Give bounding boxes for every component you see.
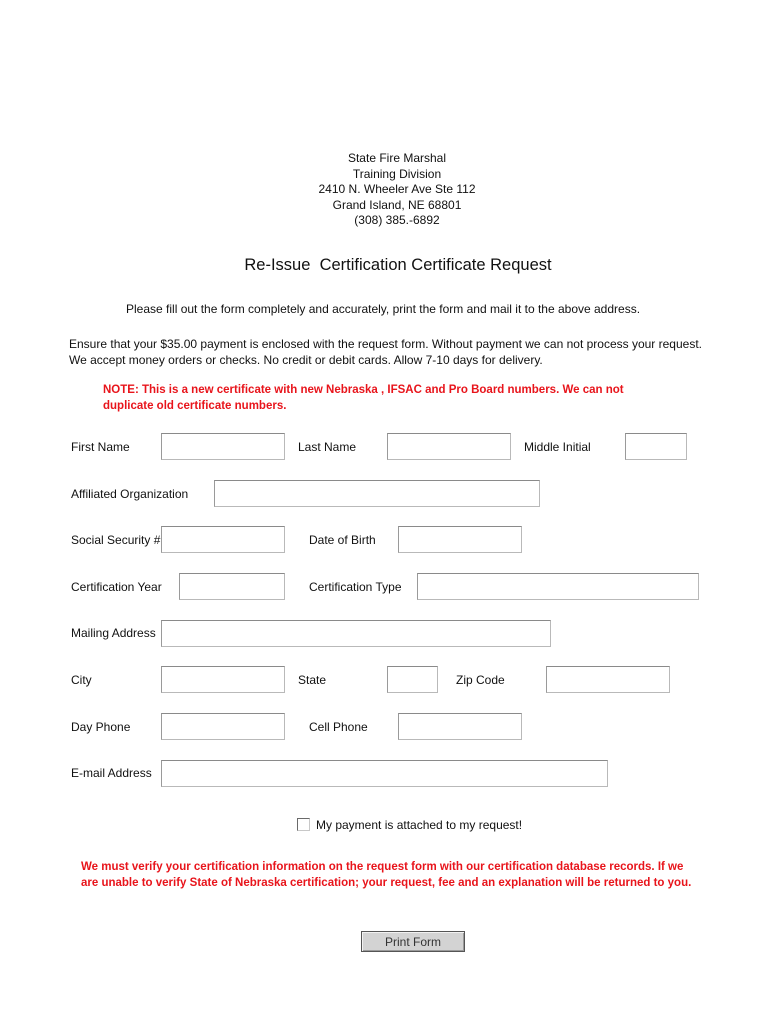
cert-type-label: Certification Type bbox=[309, 580, 402, 594]
mailing-address-label: Mailing Address bbox=[71, 626, 156, 640]
zip-field[interactable] bbox=[546, 666, 670, 693]
email-label: E-mail Address bbox=[71, 766, 152, 780]
cert-year-field[interactable] bbox=[179, 573, 285, 600]
city-state-zip: Grand Island, NE 68801 bbox=[332, 198, 462, 212]
day-phone-field[interactable] bbox=[161, 713, 285, 740]
zip-label: Zip Code bbox=[456, 673, 505, 687]
org-name: State Fire Marshal bbox=[347, 151, 447, 165]
division-name: Training Division bbox=[352, 167, 442, 181]
mailing-address-field[interactable] bbox=[161, 620, 551, 647]
middle-initial-label: Middle Initial bbox=[524, 440, 591, 454]
payment-attached-checkbox[interactable] bbox=[297, 818, 310, 831]
verify-line-1: We must verify your certification information on the request form with our certification database records. If we bbox=[81, 861, 684, 873]
dob-field[interactable] bbox=[398, 526, 522, 553]
middle-initial-field[interactable] bbox=[625, 433, 687, 460]
day-phone-label: Day Phone bbox=[71, 720, 131, 734]
print-form-button[interactable]: Print Form bbox=[361, 931, 465, 952]
intro-text: Please fill out the form completely and accurately, print the form and mail it to the above address. bbox=[126, 302, 641, 316]
city-label: City bbox=[71, 673, 92, 687]
note-line-2: duplicate old certificate numbers. bbox=[103, 400, 287, 412]
last-name-field[interactable] bbox=[387, 433, 511, 460]
phone-number: (308) 385.-6892 bbox=[354, 213, 440, 227]
first-name-field[interactable] bbox=[161, 433, 285, 460]
last-name-label: Last Name bbox=[298, 440, 357, 454]
ssn-label: Social Security # bbox=[71, 533, 161, 547]
street-address: 2410 N. Wheeler Ave Ste 112 bbox=[318, 182, 476, 196]
state-label: State bbox=[298, 673, 327, 687]
affiliated-org-label: Affiliated Organization bbox=[71, 487, 189, 501]
cell-phone-field[interactable] bbox=[398, 713, 522, 740]
payment-attached-label: My payment is attached to my request! bbox=[316, 818, 523, 832]
dob-label: Date of Birth bbox=[309, 533, 376, 547]
cert-type-field[interactable] bbox=[417, 573, 699, 600]
city-field[interactable] bbox=[161, 666, 285, 693]
payment-text-line-2: We accept money orders or checks. No credit or debit cards. Allow 7-10 days for delivery. bbox=[69, 353, 543, 367]
cert-year-label: Certification Year bbox=[71, 580, 162, 594]
state-field[interactable] bbox=[387, 666, 438, 693]
verify-line-2: are unable to verify State of Nebraska certification; your request, fee and an explanation will be returned to you. bbox=[81, 877, 692, 889]
affiliated-org-field[interactable] bbox=[214, 480, 540, 507]
page-title: Re-Issue Certification Certificate Request bbox=[244, 256, 552, 274]
note-line-1: NOTE: This is a new certificate with new Nebraska , IFSAC and Pro Board numbers. We can not bbox=[103, 384, 624, 396]
ssn-field[interactable] bbox=[161, 526, 285, 553]
payment-text-line-1: Ensure that your $35.00 payment is enclosed with the request form. Without payment we can not process your request. bbox=[69, 337, 702, 351]
email-field[interactable] bbox=[161, 760, 608, 787]
cell-phone-label: Cell Phone bbox=[309, 720, 368, 734]
first-name-label: First Name bbox=[71, 440, 130, 454]
